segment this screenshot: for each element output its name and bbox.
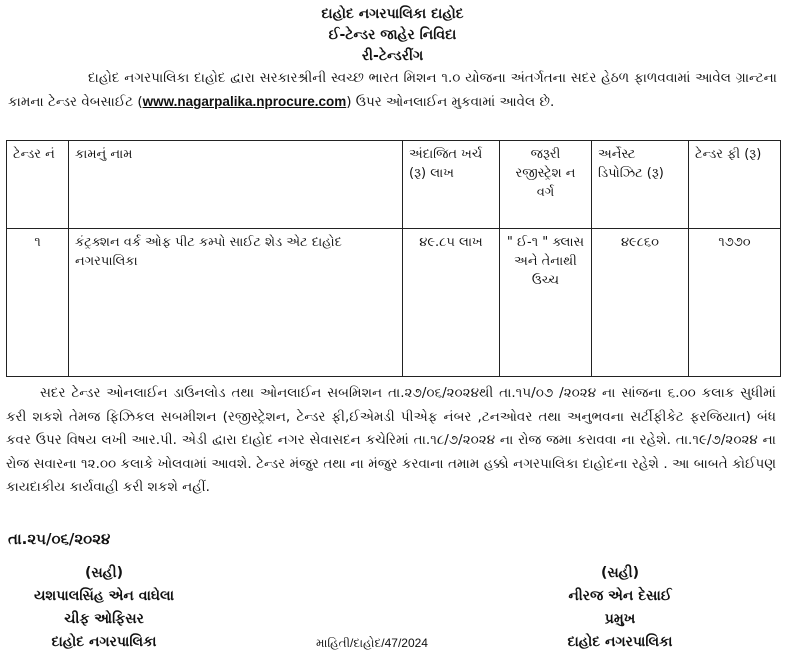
header-estimated-cost: અંદાજિત ખર્ચ (રૂ) લાખ [403, 141, 500, 229]
signatory-designation: ચીફ ઓફિસર [64, 611, 144, 627]
notice-title-municipality: દાહોદ નગરપાલિકા દાહોદ [321, 6, 464, 22]
signature-block-president [520, 562, 720, 654]
signed-mark: (સહી) [600, 565, 640, 581]
signature-block-chief-officer [4, 562, 204, 654]
cell-work-name: કંટ્રક્શન વર્ક ઓફ પીટ કમ્પો સાઈટ શેડ એટ દાહોદ નગરપાલિકા [69, 229, 403, 377]
signed-mark: (સહી) [84, 565, 124, 581]
notice-title-retender: રી-ટેન્ડરીંગ [361, 48, 424, 64]
information-reference-number: માહિતી/દાહોદ/47/2024 [316, 636, 428, 650]
cell-tender-no: ૧ [7, 229, 69, 377]
header-earnest-deposit: અર્નેસ્ટ ડિપોઝિટ (રૂ) [592, 141, 689, 229]
tender-website-link[interactable]: www.nagarpalika.nprocure.com [142, 94, 347, 109]
intro-text-before-url: દાહોદ નગરપાલિકા દાહોદ દ્વારા સરકારશ્રીની સ્વચ્છ ભારત મિશન ૧.૦ યોજના અંતર્ગતના સદર હેઠળ ફાળવવામાં આવેલ ગ્રાન્ટના કામના ટેન્ડર વેબસાઈટ ( [8, 70, 777, 110]
cell-estimated-cost: ૪૯.૮૫ લાખ [403, 229, 500, 377]
signatory-office: દાહોદ નગરપાલિકા [567, 634, 673, 650]
signatory-designation: પ્રમુખ [604, 611, 636, 627]
header-registration-class: જરૂરી રજીસ્ટ્રેશ ન વર્ગ [500, 141, 592, 229]
signatory-name: નીરજ એન દેસાઈ [568, 588, 672, 604]
cell-tender-fee: ૧૭૭૦ [689, 229, 781, 377]
cell-earnest-deposit: ૪૯૮૬૦ [592, 229, 689, 377]
tender-table [6, 140, 781, 377]
intro-text-after-url: ) ઉપર ઓનલાઈન મુકવામાં આવેલ છે. [346, 94, 555, 110]
intro-paragraph [8, 67, 777, 114]
cell-registration-class: " ઈ-૧ " ક્લાસ અને તેનાથી ઉચ્ચ [500, 229, 592, 377]
notice-title-etender: ઈ-ટેન્ડર જાહેર નિવિદા [328, 27, 457, 43]
table-row [7, 229, 781, 377]
header-tender-no: ટેન્ડર નં [7, 141, 69, 229]
submission-details-text: સદર ટેન્ડર ઓનલાઈન ડાઉનલોડ તથા ઓનલાઈન સબમિશન તા.૨૭/૦૬/૨૦૨૪થી તા.૧૫/૦૭ /૨૦૨૪ ના સાંજના ૬.૦૦ કલાક સુધીમાં કરી શકશે તેમજ ફિઝિકલ સબમીશન (રજીસ્ટ્રેશન, ટેન્ડર ફી,ઈએમડી પીએફ નંબર ,ટનઓવર તથા અનુભવના સર્ટીફીકેટ ફરજિયાત) બંધ કવર ઉપર વિષય લખી આર.પી. એડી દ્વારા દાહોદ નગર સેવાસદન કચેરિમાં તા.૧૮/૭/૨૦૨૪ ના રોજ જમા કરાવવા ના રહેશે. તા.૧૯/૭/૨૦૨૪ ના રોજ સવારના ૧૨.૦૦ કલાકે ખોલવામાં આવશે. ટેન્ડર મંજુર તથા ના મંજુર કરવાના તમામ હક્કો નગરપાલિકા દાહોદના રહેશે . આ બાબતે કોઈપણ કાયદાકીય કાર્યવાહી કરી શકશે નહીં. [6, 385, 776, 495]
signatory-office: દાહોદ નગરપાલિકા [51, 634, 157, 650]
submission-details-paragraph [6, 382, 776, 500]
signatory-name: યશપાલસિંહ એન વાઘેલા [33, 588, 175, 604]
table-header-row [7, 141, 781, 229]
header-work-name: કામનું નામ [69, 141, 403, 229]
header-tender-fee: ટેન્ડર ફી (રૂ) [689, 141, 781, 229]
notice-date: તા.૨૫/૦૬/૨૦૨૪ [8, 530, 111, 548]
